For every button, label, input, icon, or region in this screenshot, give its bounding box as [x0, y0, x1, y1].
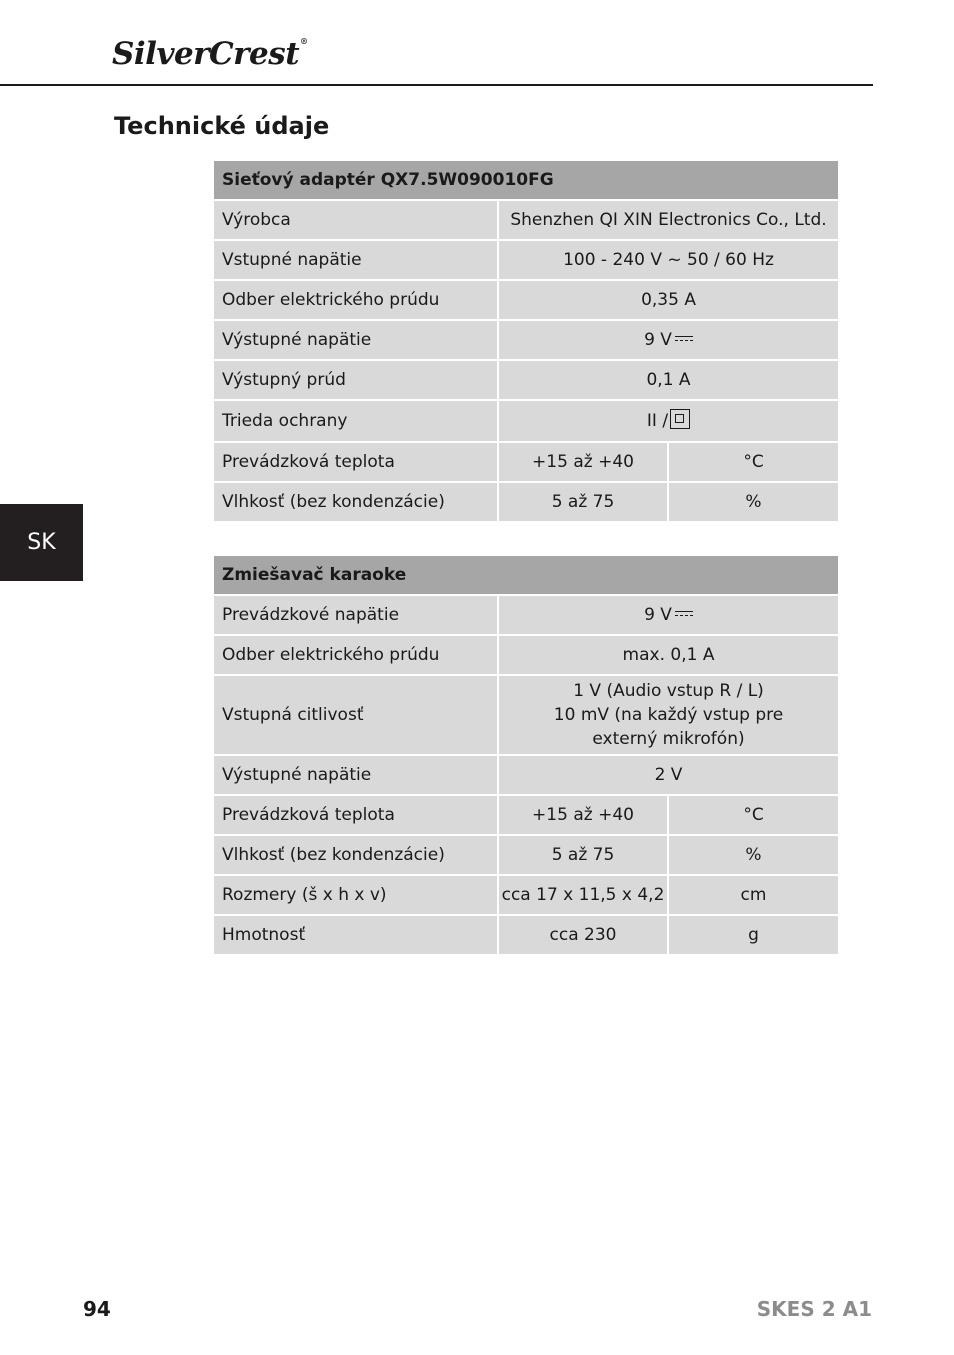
- spec-label: Prevádzková teplota: [213, 795, 498, 835]
- spec-label: Prevádzková teplota: [213, 442, 498, 482]
- table-row: [213, 755, 839, 795]
- model-number: SKES 2 A1: [756, 1297, 872, 1321]
- table-row: [213, 635, 839, 675]
- spec-value: 2 V: [498, 755, 839, 795]
- adapter-spec-table: [212, 159, 840, 523]
- spec-value-line: 10 mV (na každý vstup pre externý mikrofón): [553, 705, 784, 749]
- spec-value: [498, 675, 839, 755]
- spec-value: +15 až +40: [498, 442, 668, 482]
- spec-label: Rozmery (š x h x v): [213, 875, 498, 915]
- table-row: [213, 400, 839, 442]
- table-header-row: [213, 160, 839, 200]
- spec-label: Hmotnosť: [213, 915, 498, 955]
- spec-value: Shenzhen QI XIN Electronics Co., Ltd.: [498, 200, 839, 240]
- table-row: [213, 835, 839, 875]
- spec-value: 0,35 A: [498, 280, 839, 320]
- spec-value: 100 - 240 V ~ 50 / 60 Hz: [498, 240, 839, 280]
- header-rule: [0, 84, 873, 86]
- spec-value: 5 až 75: [498, 482, 668, 522]
- spec-value: +15 až +40: [498, 795, 668, 835]
- spec-value: cca 230: [498, 915, 668, 955]
- spec-label: Výstupné napätie: [213, 320, 498, 360]
- spec-value-line: 1 V (Audio vstup R / L): [573, 681, 764, 701]
- mixer-spec-table: [212, 554, 840, 956]
- table-row: [213, 360, 839, 400]
- table-row: [213, 595, 839, 635]
- protection-class-ii-icon: [670, 409, 690, 429]
- spec-label: Vlhkosť (bez kondenzácie): [213, 835, 498, 875]
- page-number: 94: [83, 1297, 111, 1321]
- spec-unit: °C: [668, 442, 839, 482]
- table-row: [213, 442, 839, 482]
- table-row: [213, 200, 839, 240]
- spec-label: Vlhkosť (bez kondenzácie): [213, 482, 498, 522]
- spec-value: 9 V: [498, 320, 839, 360]
- dc-symbol-icon: [675, 610, 693, 618]
- spec-unit: %: [668, 835, 839, 875]
- brand-logo: SilverCrest®: [112, 36, 308, 72]
- spec-value: II /: [498, 400, 839, 442]
- spec-label: Prevádzkové napätie: [213, 595, 498, 635]
- spec-unit: g: [668, 915, 839, 955]
- table-row: [213, 280, 839, 320]
- dc-symbol-icon: [675, 335, 693, 343]
- spec-label: Výstupné napätie: [213, 755, 498, 795]
- spec-label: Odber elektrického prúdu: [213, 635, 498, 675]
- spec-label: Výrobca: [213, 200, 498, 240]
- spec-value: max. 0,1 A: [498, 635, 839, 675]
- spec-value: 9 V: [498, 595, 839, 635]
- spec-label: Výstupný prúd: [213, 360, 498, 400]
- table-row: [213, 675, 839, 755]
- table-row: [213, 482, 839, 522]
- language-tab: SK: [0, 504, 83, 581]
- spec-label: Vstupná citlivosť: [213, 675, 498, 755]
- table-row: [213, 240, 839, 280]
- table-row: [213, 875, 839, 915]
- adapter-header: Sieťový adaptér QX7.5W090010FG: [213, 160, 839, 200]
- spec-label: Vstupné napätie: [213, 240, 498, 280]
- table-row: [213, 320, 839, 360]
- table-row: [213, 915, 839, 955]
- page-title: Technické údaje: [114, 112, 330, 140]
- spec-unit: cm: [668, 875, 839, 915]
- table-row: [213, 795, 839, 835]
- spec-value: cca 17 x 11,5 x 4,2: [498, 875, 668, 915]
- table-header-row: [213, 555, 839, 595]
- mixer-header: Zmiešavač karaoke: [213, 555, 839, 595]
- spec-unit: °C: [668, 795, 839, 835]
- spec-value: 5 až 75: [498, 835, 668, 875]
- spec-label: Odber elektrického prúdu: [213, 280, 498, 320]
- spec-unit: %: [668, 482, 839, 522]
- spec-value: 0,1 A: [498, 360, 839, 400]
- spec-label: Trieda ochrany: [213, 400, 498, 442]
